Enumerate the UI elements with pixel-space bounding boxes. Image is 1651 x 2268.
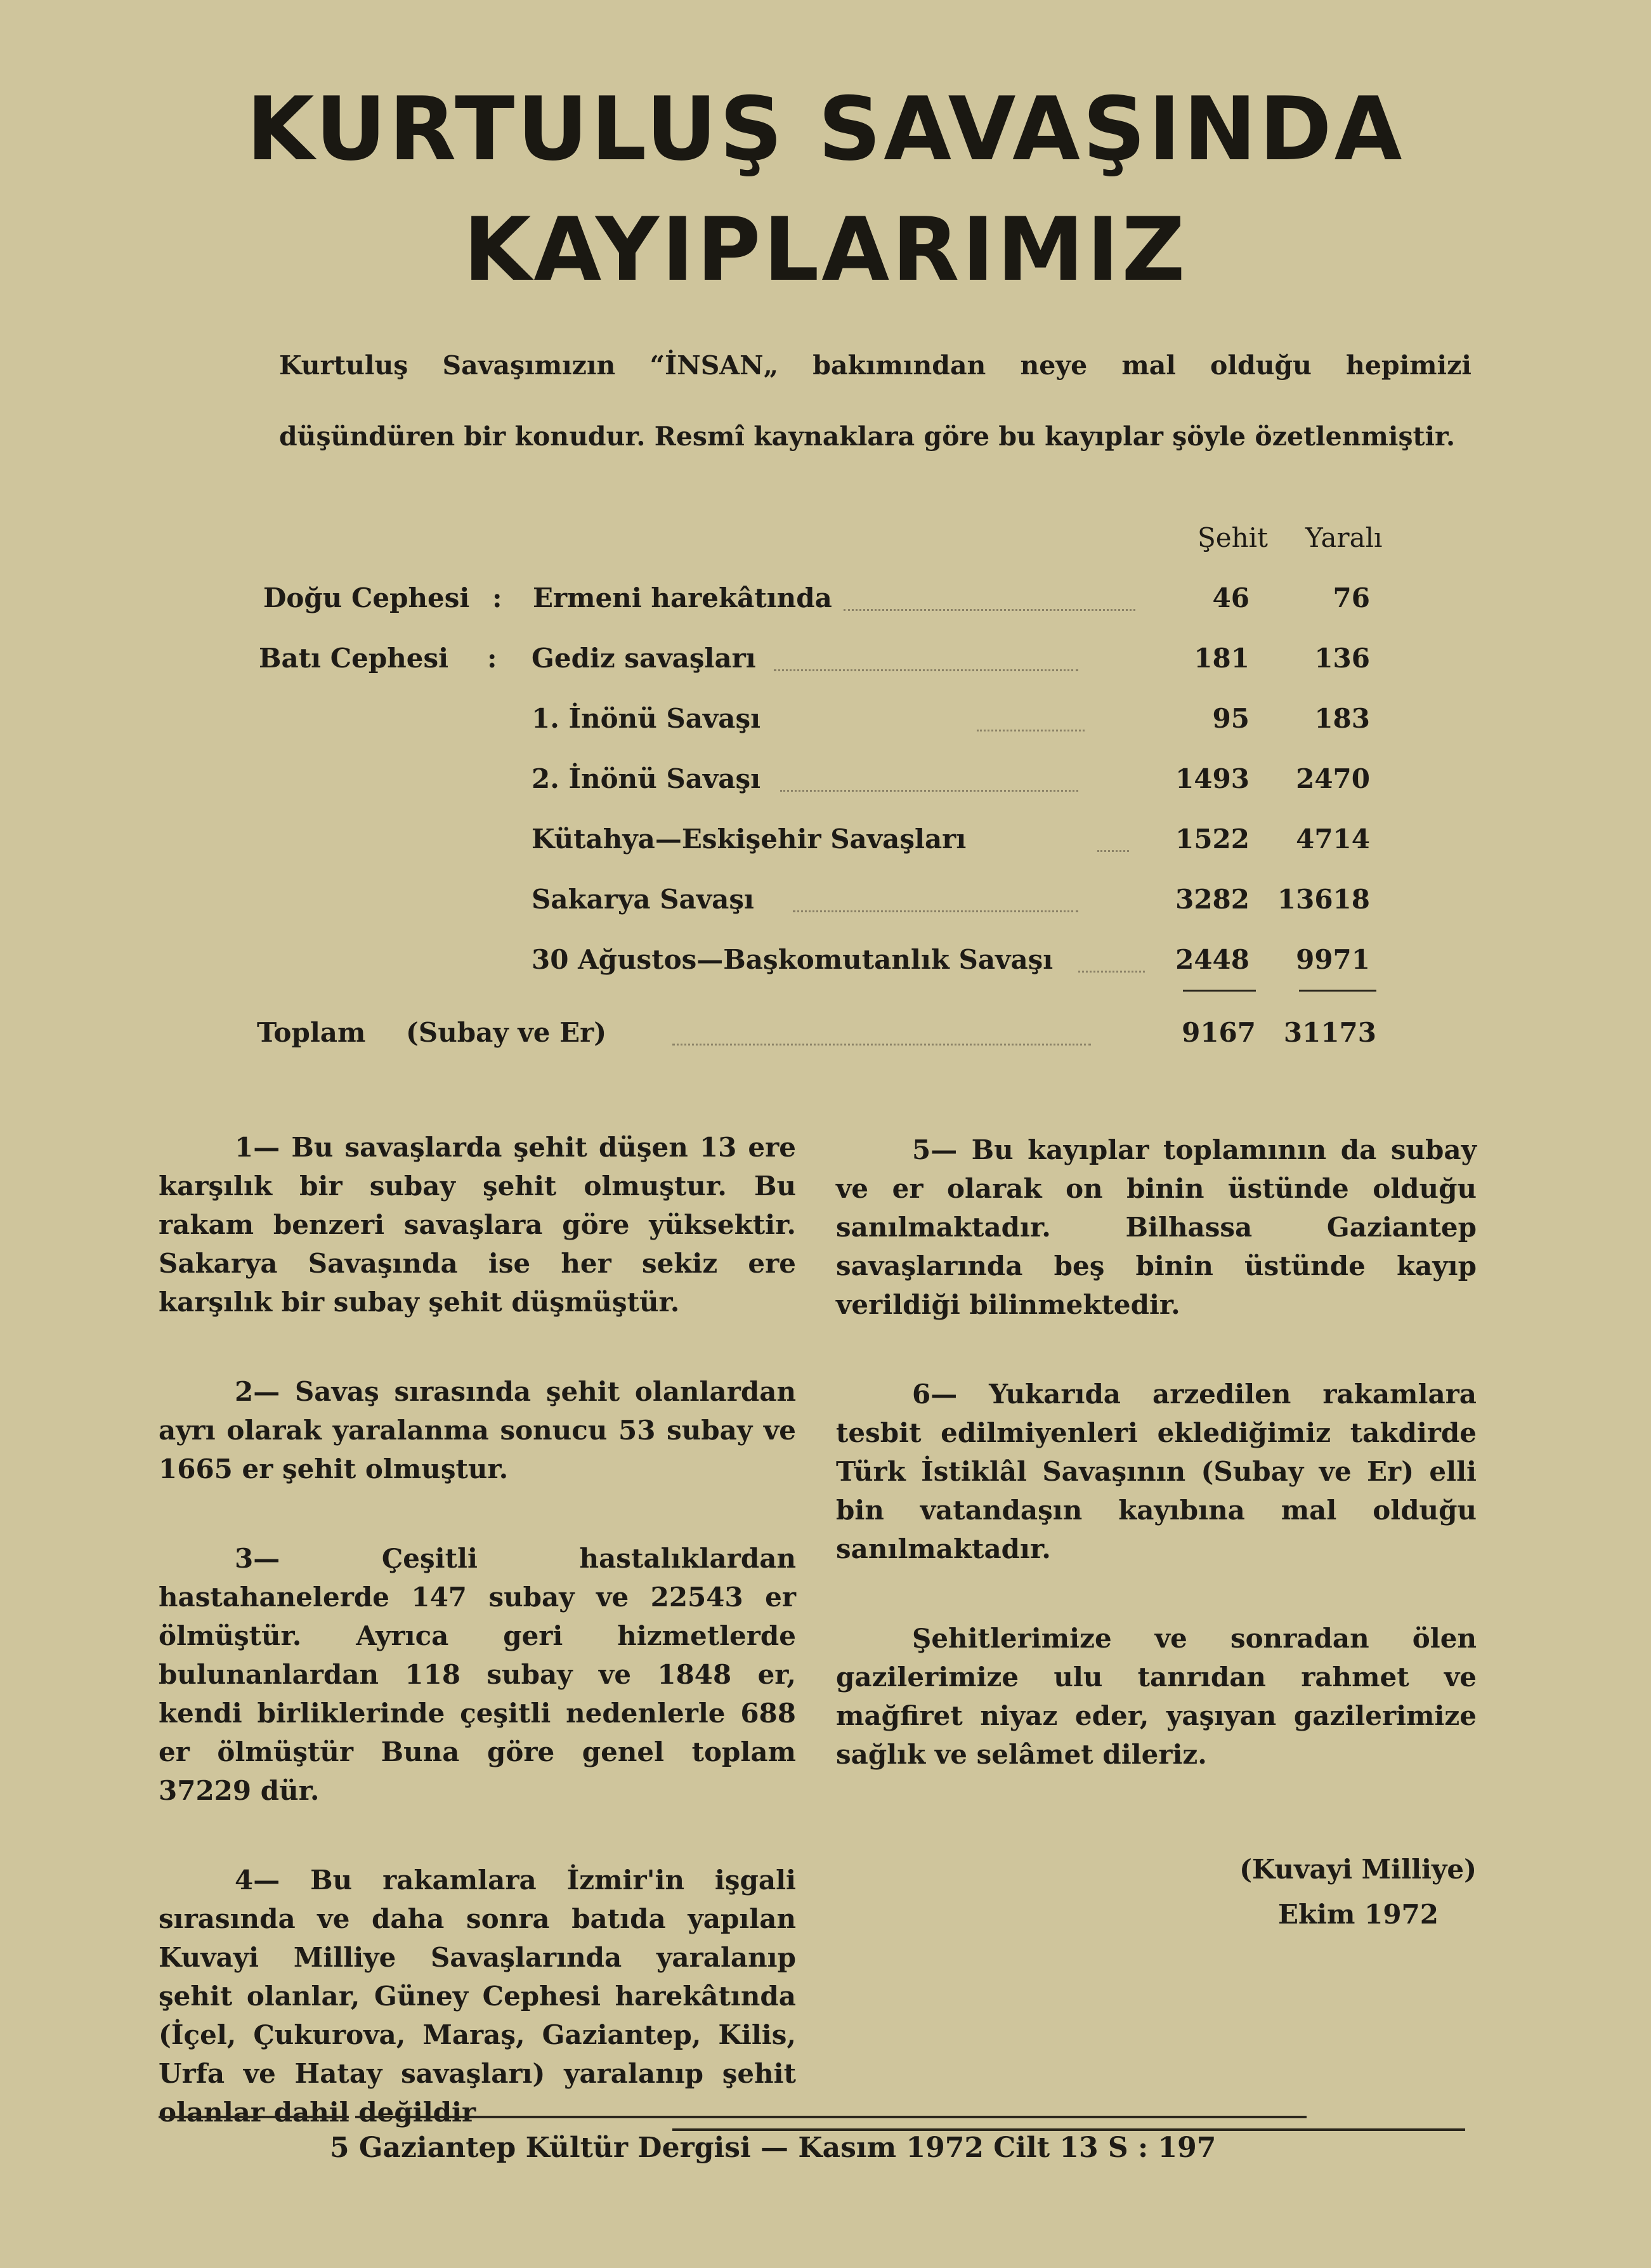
- row-label: Sakarya Savaşı: [532, 884, 754, 915]
- page-footer: 5 Gaziantep Kültür Dergisi — Kasım 1972 Cilt 13 S : 197: [330, 2132, 1217, 2164]
- intro-paragraph: Kurtuluş Savaşımızın “İNSAN„ bakımından neye mal olduğu hepimizi düşündüren bir konudur. Resmî kaynaklara göre bu kayıplar şöyle özetlenmiştir.: [279, 350, 1472, 452]
- total-sehit: 9167: [1182, 1017, 1256, 1048]
- note-1: 1— Bu savaşlarda şehit düşen 13 ere karşılık bir subay şehit olmuştur. Bu rakam benzeri savaşlara göre yüksektir. Sakarya Savaşında ise her sekiz ere karşılık bir subay şehit düşmüştür.: [159, 1132, 796, 1318]
- row-yarali: 2470: [1296, 763, 1370, 794]
- row-label: Ermeni harekâtında: [533, 582, 832, 613]
- right-column: [836, 1131, 1477, 1934]
- note-2: 2— Savaş sırasında şehit olanlardan ayrı olarak yaralanma sonucu 53 subay ve 1665 er şehit olmuştur.: [159, 1376, 796, 1485]
- dot-leader: [672, 1044, 1091, 1046]
- row-yarali: 4714: [1296, 823, 1370, 855]
- header-yarali: Yaralı: [1305, 522, 1383, 553]
- total-sublabel: (Subay ve Er): [406, 1017, 607, 1048]
- signature-date: Ekim 1972: [1277, 1899, 1439, 1930]
- front-colon: :: [492, 582, 502, 613]
- row-label: Kütahya—Eskişehir Savaşları: [532, 823, 967, 855]
- row-sehit: 1493: [1175, 763, 1250, 794]
- total-label: Toplam: [257, 1017, 366, 1048]
- row-sehit: 46: [1212, 582, 1250, 613]
- page-title-line-2: KAYIPLARIMIZ: [463, 199, 1188, 301]
- row-yarali: 9971: [1296, 944, 1370, 975]
- front-label-dogu: Doğu Cephesi: [263, 582, 470, 613]
- dot-leader: [844, 609, 1135, 611]
- row-yarali: 183: [1314, 703, 1370, 734]
- closing-paragraph: Şehitlerimize ve sonradan ölen gazilerimize ulu tanrıdan rahmet ve mağfiret niyaz eder, yaşıyan gazilerimize sağlık ve selâmet dileriz.: [836, 1623, 1477, 1770]
- row-label: 30 Ağustos—Başkomutanlık Savaşı: [532, 944, 1054, 975]
- row-sehit: 181: [1194, 643, 1250, 674]
- note-4: 4— Bu rakamlara İzmir'in işgali sırasında ve daha sonra batıda yapılan Kuvayi Milliye Savaşlarında yaralanıp şehit olanlar, Güney Cephesi harekâtında (İçel, Çukurova, Maraş, Gaziantep, Kilis, Urfa ve Hatay savaşları) yaralanıp şehit olanlar dahil değildir: [159, 1865, 796, 2128]
- row-label: 1. İnönü Savaşı: [532, 703, 761, 734]
- note-5: 5— Bu kayıplar toplamının da subay ve er olarak on binin üstünde olduğu sanılmaktadır. Bilhassa Gaziantep savaşlarında beş binin üstünde kayıp verildiği bilinmektedir.: [836, 1134, 1477, 1320]
- footer-rule: [672, 2128, 1465, 2131]
- row-sehit: 2448: [1175, 944, 1250, 975]
- dot-leader: [793, 910, 1078, 912]
- front-colon: :: [487, 643, 497, 674]
- page-title-line-1: KURTULUŞ SAVAŞINDA: [246, 78, 1405, 180]
- left-column: [159, 1128, 796, 2182]
- dot-leader: [780, 790, 1078, 792]
- footer-rule: [159, 2116, 349, 2118]
- dot-leader: [1078, 971, 1145, 973]
- row-label: 2. İnönü Savaşı: [532, 763, 761, 794]
- note-6: 6— Yukarıda arzedilen rakamlara tesbit edilmiyenleri eklediğimiz takdirde Türk İstiklâl Savaşının (Subay ve Er) elli bin vatandaşın kayıbına mal olduğu sanılmaktadır.: [836, 1379, 1477, 1564]
- row-sehit: 1522: [1175, 823, 1250, 855]
- dot-leader: [1097, 850, 1129, 852]
- row-yarali: 136: [1314, 643, 1370, 674]
- row-sehit: 3282: [1175, 884, 1250, 915]
- sum-rule-yarali: [1299, 990, 1376, 992]
- total-yarali: 31173: [1283, 1017, 1376, 1048]
- row-yarali: 76: [1333, 582, 1370, 613]
- footer-rule: [355, 2116, 1307, 2118]
- row-sehit: 95: [1212, 703, 1250, 734]
- signature-name: (Kuvayi Milliye): [1239, 1854, 1477, 1885]
- note-3: 3— Çeşitli hastalıklardan hastahanelerde 147 subay ve 22543 er ölmüştür. Ayrıca geri hizmetlerde bulunanlardan 118 subay ve 1848 er, kendi birliklerinde çeşitli nedenlerle 688 er ölmüştür Buna göre genel toplam 37229 dür.: [159, 1543, 796, 1806]
- sum-rule-sehit: [1183, 990, 1256, 992]
- front-label-bati: Batı Cephesi: [259, 643, 449, 674]
- header-sehit: Şehit: [1197, 522, 1268, 553]
- dot-leader: [977, 730, 1085, 731]
- dot-leader: [774, 669, 1078, 671]
- row-label: Gediz savaşları: [532, 643, 756, 674]
- row-yarali: 13618: [1277, 884, 1370, 915]
